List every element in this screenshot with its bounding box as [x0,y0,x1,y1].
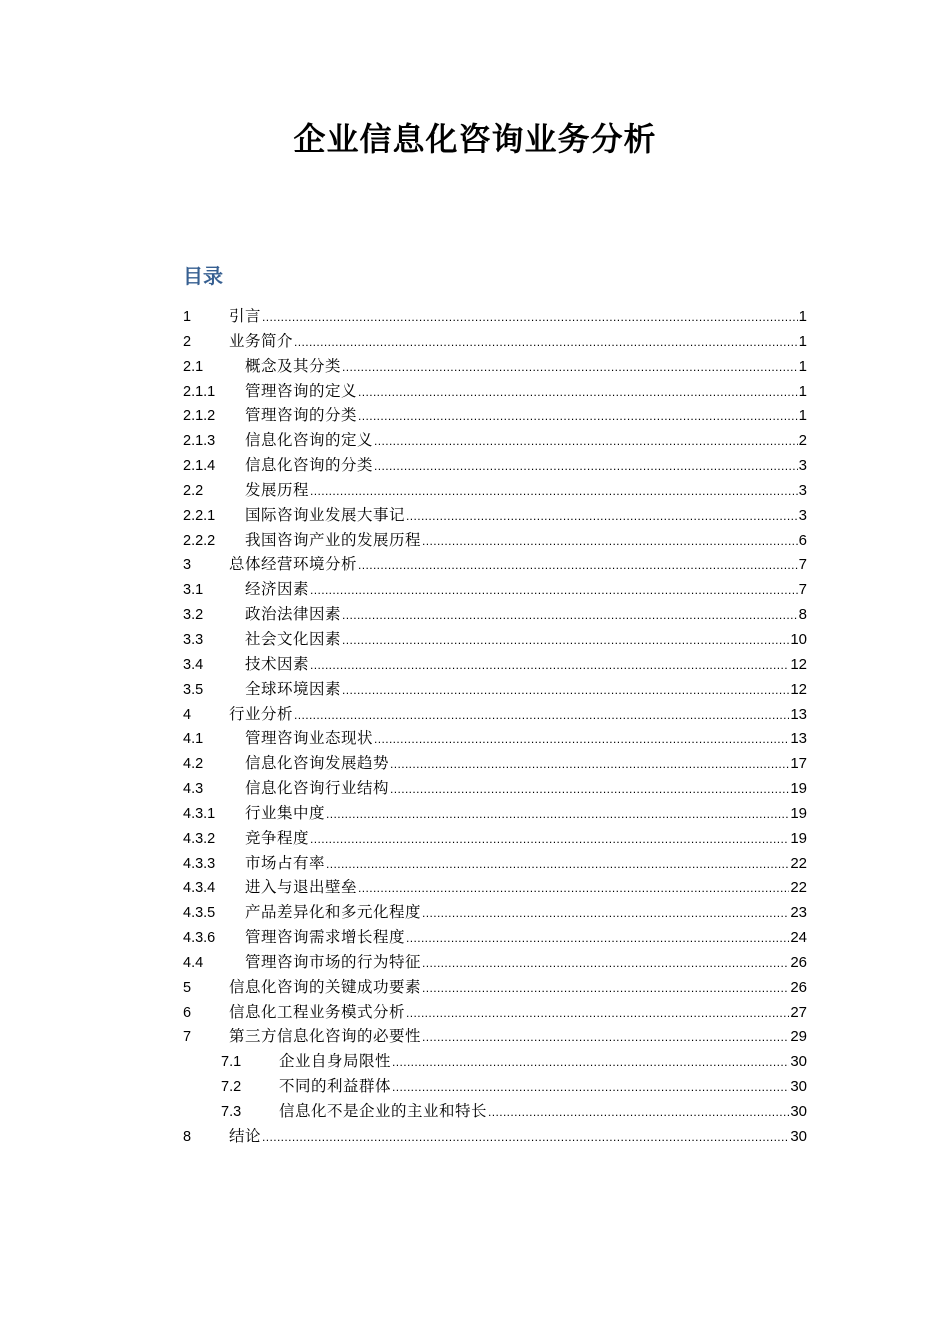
toc-dot-leader [422,951,789,976]
toc-dot-leader [374,454,798,479]
toc-entry-number: 4.3.5 [183,905,216,922]
toc-entry-page: 13 [790,730,807,748]
document-title: 企业信息化咨询业务分析 [293,120,657,158]
toc-entry-number: 6 [183,1004,192,1021]
toc-entry-number: 2.1.3 [183,433,216,450]
toc-entry-title: 社会文化因素 [245,629,342,648]
toc-dot-leader [342,628,789,653]
toc-entry[interactable] [183,1024,807,1049]
toc-entry[interactable] [183,950,807,975]
toc-entry[interactable] [183,627,807,652]
table-of-contents [183,304,807,1149]
toc-entry-title: 信息化咨询发展趋势 [245,754,390,773]
toc-entry-title: 政治法律因素 [245,605,342,624]
toc-entry-number: 7.3 [221,1104,242,1120]
toc-entry[interactable] [183,577,807,602]
toc-dot-leader [488,1100,789,1125]
toc-entry-number: 3.2 [183,607,204,624]
toc-entry-page: 2 [798,432,807,450]
toc-entry-page: 24 [790,929,807,947]
toc-dot-leader [342,603,798,628]
toc-entry-title: 不同的利益群体 [279,1077,392,1096]
toc-entry-number: 4 [183,706,192,723]
toc-entry-page: 7 [798,581,807,599]
toc-entry-title: 信息化咨询行业结构 [245,779,390,798]
toc-entry-number: 4.3.2 [183,830,216,847]
toc-entry-number: 4.3.6 [183,930,216,947]
toc-entry-title: 市场占有率 [245,853,326,872]
toc-entry[interactable] [183,1074,807,1099]
toc-entry-page: 3 [798,506,807,524]
toc-dot-leader [422,976,789,1001]
toc-entry-title: 管理咨询业态现状 [245,729,374,748]
toc-entry-page: 7 [798,556,807,574]
toc-entry[interactable] [183,900,807,925]
toc-entry[interactable] [183,801,807,826]
toc-dot-leader [310,827,789,852]
toc-entry-title: 信息化咨询的定义 [245,431,374,450]
toc-entry-number: 3.3 [183,631,204,648]
toc-entry-number: 4.3.1 [183,805,216,822]
toc-entry-number: 3.4 [183,656,204,673]
toc-entry[interactable] [183,751,807,776]
toc-entry-page: 8 [798,606,807,624]
toc-entry[interactable] [183,726,807,751]
toc-entry-number: 5 [183,979,192,996]
toc-entry-number: 4.4 [183,954,204,971]
toc-entry-number: 2.1 [183,358,204,375]
toc-entry-page: 12 [790,655,807,673]
toc-entry-page: 6 [798,531,807,549]
toc-entry-number: 4.3.4 [183,880,216,897]
toc-entry-title: 技术因素 [245,654,310,673]
toc-entry-number: 8 [183,1128,192,1145]
toc-dot-leader [390,777,789,802]
toc-entry-title: 总体经营环境分析 [229,555,358,574]
toc-entry[interactable] [183,503,807,528]
toc-entry[interactable] [183,875,807,900]
toc-entry-number: 4.2 [183,756,204,773]
toc-entry-number: 4.3.3 [183,855,216,872]
toc-entry-page: 1 [798,357,807,375]
toc-dot-leader [358,876,789,901]
toc-entry-number: 4.1 [183,731,204,748]
toc-entry-page: 29 [790,1028,807,1046]
toc-entry[interactable] [183,1124,807,1149]
toc-entry-page: 13 [790,705,807,723]
toc-entry[interactable] [183,1099,807,1124]
toc-entry-title: 第三方信息化咨询的必要性 [229,1027,422,1046]
toc-dot-leader [406,1001,789,1026]
toc-entry[interactable] [183,826,807,851]
toc-entry[interactable] [183,975,807,1000]
toc-entry-number: 4.3 [183,781,204,798]
toc-entry-title: 引言 [229,307,262,325]
toc-heading: 目录 [183,264,223,288]
toc-entry-page: 10 [790,630,807,648]
toc-entry-title: 结论 [229,1126,262,1145]
toc-dot-leader [358,380,798,405]
toc-entry-title: 国际咨询业发展大事记 [245,505,406,524]
toc-dot-leader [392,1075,789,1100]
toc-dot-leader [406,504,798,529]
toc-entry-title: 我国咨询产业的发展历程 [245,530,422,549]
toc-entry-page: 1 [798,332,807,350]
toc-entry-title: 发展历程 [245,480,310,499]
toc-entry-title: 管理咨询需求增长程度 [245,928,406,947]
toc-entry[interactable] [183,851,807,876]
toc-entry[interactable] [183,329,807,354]
toc-dot-leader [310,578,798,603]
toc-entry-number: 3.1 [183,582,204,599]
toc-entry-title: 行业分析 [229,704,294,723]
toc-entry-page: 12 [790,680,807,698]
toc-dot-leader [374,429,798,454]
toc-entry-page: 30 [790,1078,807,1096]
toc-entry[interactable] [183,379,807,404]
toc-entry-number: 3 [183,557,192,574]
toc-entry[interactable] [183,354,807,379]
toc-entry-title: 信息化咨询的分类 [245,456,374,475]
toc-entry-number: 2.2 [183,482,204,499]
toc-entry-number: 3.5 [183,681,204,698]
toc-entry[interactable] [183,428,807,453]
toc-dot-leader [262,305,798,330]
toc-entry-page: 17 [790,755,807,773]
toc-entry-number: 2.2.2 [183,532,216,549]
toc-entry[interactable] [183,925,807,950]
toc-entry-page: 30 [790,1053,807,1071]
toc-entry-number: 2 [183,333,192,350]
toc-entry-title: 管理咨询的分类 [245,406,358,425]
toc-entry-number: 7 [183,1029,192,1046]
toc-entry-page: 3 [798,457,807,475]
toc-dot-leader [326,852,789,877]
toc-entry-page: 19 [790,780,807,798]
toc-dot-leader [262,1125,789,1150]
toc-entry[interactable] [183,304,807,329]
toc-entry-title: 信息化咨询的关键成功要素 [229,977,422,996]
toc-entry-number: 7.1 [221,1054,242,1071]
toc-entry-title: 企业自身局限性 [279,1052,392,1071]
toc-entry-title: 管理咨询市场的行为特征 [245,952,422,971]
toc-dot-leader [406,926,789,951]
toc-dot-leader [294,703,789,728]
toc-entry-page: 3 [798,481,807,499]
toc-dot-leader [358,404,798,429]
toc-dot-leader [358,553,798,578]
toc-entry[interactable] [183,652,807,677]
toc-entry[interactable] [183,677,807,702]
toc-entry-page: 23 [790,904,807,922]
toc-entry-page: 30 [790,1127,807,1145]
toc-dot-leader [294,330,798,355]
toc-entry-title: 信息化工程业务模式分析 [229,1002,406,1021]
toc-entry-title: 信息化不是企业的主业和特长 [279,1102,488,1120]
toc-entry[interactable] [183,602,807,627]
toc-dot-leader [422,901,789,926]
toc-entry[interactable] [183,1049,807,1074]
toc-dot-leader [374,727,789,752]
toc-dot-leader [422,529,798,554]
toc-entry[interactable] [183,1000,807,1025]
toc-entry-title: 管理咨询的定义 [245,381,358,400]
toc-entry[interactable] [183,403,807,428]
toc-entry-page: 19 [790,804,807,822]
toc-dot-leader [310,653,789,678]
toc-entry-page: 1 [798,407,807,425]
toc-entry-page: 22 [790,879,807,897]
toc-entry-number: 2.1.2 [183,408,216,425]
toc-entry-number: 2.1.4 [183,458,216,475]
toc-dot-leader [390,752,789,777]
toc-entry-page: 26 [790,953,807,971]
toc-entry[interactable] [183,776,807,801]
toc-entry-title: 业务简介 [229,331,294,350]
toc-entry[interactable] [183,552,807,577]
toc-entry[interactable] [183,528,807,553]
toc-entry-number: 7.2 [221,1079,242,1096]
toc-entry-title: 行业集中度 [245,803,326,822]
toc-entry-title: 全球环境因素 [245,679,342,698]
toc-entry[interactable] [183,453,807,478]
toc-entry-title: 概念及其分类 [245,356,342,375]
toc-entry[interactable] [183,702,807,727]
toc-dot-leader [310,479,798,504]
toc-entry-page: 1 [798,382,807,400]
toc-dot-leader [392,1050,789,1075]
toc-entry-page: 19 [790,829,807,847]
toc-entry-page: 27 [790,1003,807,1021]
toc-dot-leader [326,802,789,827]
toc-entry-title: 进入与退出壁垒 [245,878,358,897]
toc-entry[interactable] [183,478,807,503]
toc-entry-page: 1 [798,308,807,325]
toc-entry-number: 1 [183,309,192,325]
toc-entry-number: 2.1.1 [183,383,216,400]
toc-dot-leader [342,355,798,380]
toc-entry-page: 26 [790,978,807,996]
toc-entry-number: 2.2.1 [183,507,216,524]
toc-entry-title: 产品差异化和多元化程度 [245,903,422,922]
toc-dot-leader [422,1025,789,1050]
toc-dot-leader [342,678,789,703]
toc-entry-page: 22 [790,854,807,872]
toc-entry-title: 经济因素 [245,580,310,599]
toc-entry-title: 竞争程度 [245,828,310,847]
toc-entry-page: 30 [790,1103,807,1120]
